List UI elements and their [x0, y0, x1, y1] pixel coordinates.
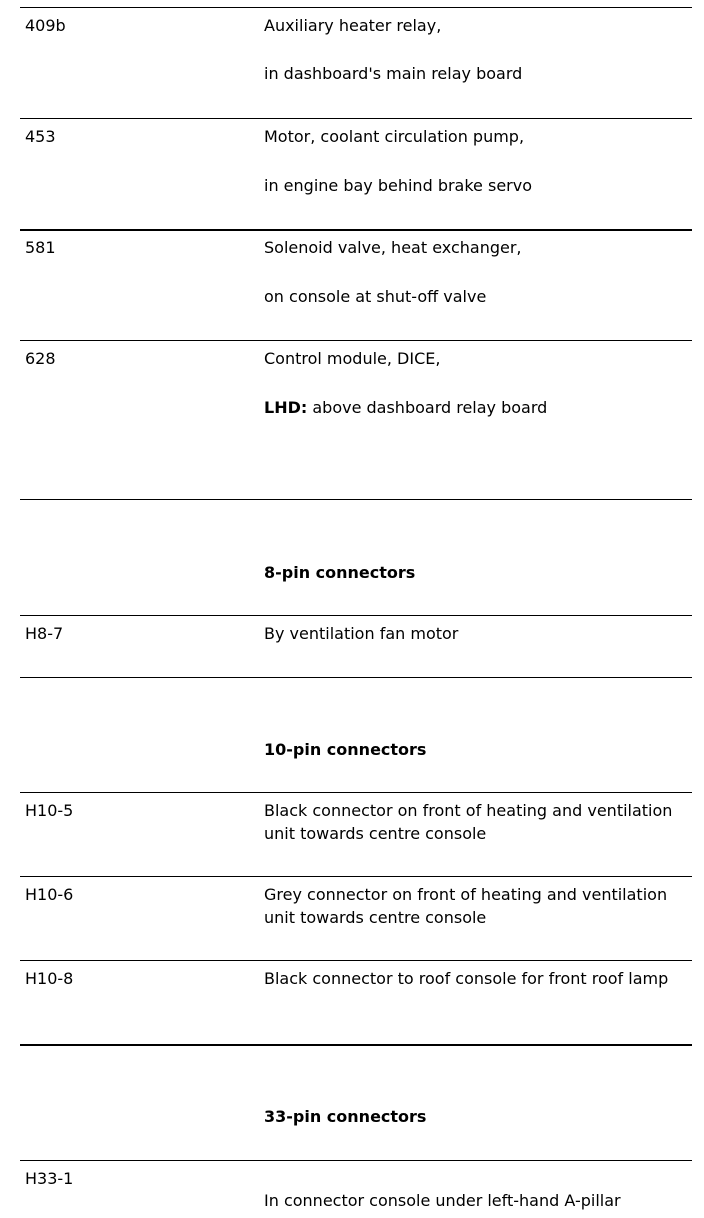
connector-location: Black connector to roof console for front roof lamp: [264, 969, 669, 988]
component-location: in dashboard's main relay board: [264, 64, 523, 83]
component-location: [264, 398, 547, 418]
component-code: 581: [25, 238, 56, 257]
row-divider: [20, 960, 692, 961]
section-divider: [20, 677, 692, 678]
lhd-label: LHD:: [264, 398, 308, 417]
row-divider: [20, 7, 692, 8]
connector-code: H10-8: [25, 969, 74, 988]
component-description: Solenoid valve, heat exchanger,: [264, 238, 522, 257]
row-divider: [20, 118, 692, 119]
section-divider: [20, 1044, 692, 1046]
component-description: Auxiliary heater relay,: [264, 16, 442, 35]
lhd-location-text: above dashboard relay board: [307, 398, 548, 417]
row-divider: [20, 876, 692, 877]
section-divider: [20, 499, 692, 500]
component-code: 453: [25, 127, 56, 146]
component-location: in engine bay behind brake servo: [264, 176, 532, 195]
component-description: Control module, DICE,: [264, 349, 441, 368]
connector-location: By ventilation fan motor: [264, 624, 459, 643]
connector-code: H10-5: [25, 801, 74, 820]
row-divider: [20, 229, 692, 231]
component-code: 409b: [25, 16, 66, 35]
row-divider: [20, 340, 692, 341]
connector-location: Black connector on front of heating and ventilation unit towards centre console: [264, 801, 673, 843]
connector-code: H33-1: [25, 1169, 74, 1188]
row-divider: [20, 615, 692, 616]
row-divider: [20, 1160, 692, 1161]
section-heading: 33-pin connectors: [264, 1107, 427, 1126]
connector-code: H10-6: [25, 885, 74, 904]
component-description: Motor, coolant circulation pump,: [264, 127, 525, 146]
connector-location: In connector console under left-hand A-pillar: [264, 1191, 621, 1210]
section-heading: 10-pin connectors: [264, 740, 427, 759]
component-code: 628: [25, 349, 56, 368]
connector-code: H8-7: [25, 624, 64, 643]
row-divider: [20, 792, 692, 793]
section-heading: 8-pin connectors: [264, 563, 416, 582]
connector-location: Grey connector on front of heating and ventilation unit towards centre console: [264, 885, 668, 927]
component-location: on console at shut-off valve: [264, 287, 487, 306]
